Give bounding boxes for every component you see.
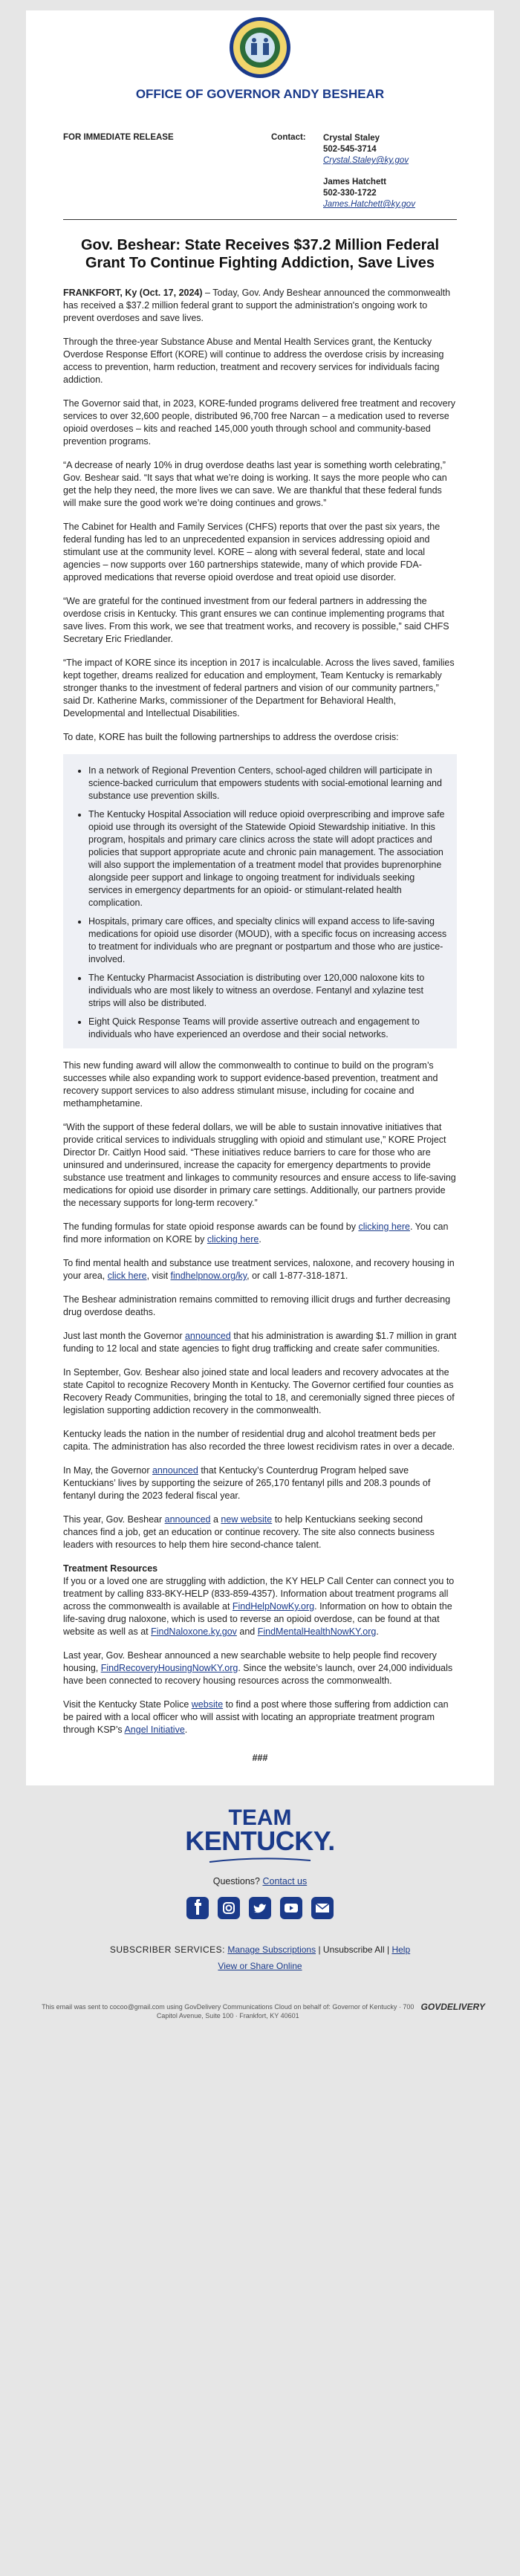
contact-label: Contact: <box>271 133 306 142</box>
paragraph-text: . Information on how to obtain the life-saving drug naloxone, which is used to reverse an opioid overdose, can be found at that website as well as at <box>63 1601 452 1637</box>
paragraph <box>63 1699 457 1736</box>
paragraph-text: Last year, Gov. Beshear announced a new searchable website to help people find recovery housing, <box>63 1650 437 1673</box>
separator: | <box>386 1944 390 1955</box>
paragraph-text: This year, Gov. Beshear <box>63 1514 165 1525</box>
paragraph-text: . You can find more information on KORE by <box>63 1222 449 1245</box>
end-mark: ### <box>252 1753 268 1763</box>
ksp-website-link[interactable]: website <box>191 1699 224 1710</box>
paragraph <box>63 1649 457 1687</box>
office-title: OFFICE OF GOVERNOR ANDY BESHEAR <box>135 87 385 101</box>
press-release-card <box>26 10 494 1785</box>
contact-phone: 502-330-1722 <box>323 189 377 198</box>
findhelpnow-link[interactable]: findhelpnow.org/ky <box>170 1271 247 1281</box>
manage-subscriptions-link[interactable]: Manage Subscriptions <box>227 1944 316 1955</box>
govdelivery-logo: GOVDELIVERY <box>420 2002 485 2012</box>
release-header <box>63 133 457 210</box>
announced-link[interactable]: announced <box>164 1514 211 1525</box>
contact-block <box>271 133 457 210</box>
paragraph <box>63 1257 457 1282</box>
paragraph-text: If you or a loved one are struggling with addiction, the KY HELP Call Center can connect you to treatment by calling 833-8KY-HELP (833-859-4357). Information about treatment programs all across the commonwealth is available at <box>63 1576 455 1612</box>
seal-container <box>63 10 457 82</box>
findrecoveryhousing-link[interactable]: FindRecoveryHousingNowKY.org <box>100 1663 238 1673</box>
paragraph-text: – Today, Gov. Andy Beshear announced the commonwealth has received a $37.2 million federal grant to support the administration's ongoing work to prevent overdoses and save lives. <box>63 288 451 323</box>
questions-row <box>26 1876 494 1886</box>
kentucky-seal-icon <box>229 16 291 79</box>
list-item: • The Kentucky Hospital Association will reduce opioid overprescribing and improve safe opioid use through its oversight of the Statewide Opioid Stewardship initiative. In this program, hospitals and primary care clinics across the state will adopt practices and policies that support appropriate acute and chronic pain management. The association will also support the implementation of a treatment model that provides buprenorphine alongside peer support and linkage to ongoing treatment for individuals seeking services in emergency departments for an opioid- or stimulant-related health complication. <box>88 808 448 909</box>
list-item: • Eight Quick Response Teams will provide assertive outreach and engagement to individuals who have experienced an overdose and their social networks. <box>88 1016 448 1041</box>
paragraph: The Cabinet for Health and Family Services (CHFS) reports that over the past six years, the federal funding has led to an unprecedented expansion in services addressing opioid and stimulant use at the community level. KORE – along with several federal, state and local agencies – now supports over 160 partnerships statewide, many of which provide FDA-approved medications that reverse opioid overdose and treat opioid use disorder. <box>63 522 441 583</box>
partnerships-list <box>63 754 457 1048</box>
paragraph: “With the support of these federal dollars, we will be able to sustain innovative initiatives that provide critical services to individuals struggling with opioid and stimulant use,” KORE Project Director Dr. Caitlyn Hood said. “These initiatives reduce barriers to care for those who are uninsured and underinsured, increase the capacity for emergency departments to provide substance use treatment and linkages to community resources and ensure access to life-saving medications for opioid use disorder in primary care settings. Additionally, our partners provide the necessary supports for long-term recovery.” <box>63 1122 456 1208</box>
paragraph-text: a <box>210 1514 221 1525</box>
youtube-icon[interactable] <box>280 1897 302 1919</box>
contact-name: Crystal Staley <box>323 134 380 143</box>
article-body <box>63 287 457 1785</box>
findhelpnowky-link[interactable]: FindHelpNowKy.org <box>232 1601 315 1612</box>
view-online-row <box>26 1961 494 1971</box>
announced-link[interactable]: announced <box>152 1465 198 1476</box>
email-footer <box>26 1785 494 2032</box>
disclaimer-bar <box>26 1993 494 2032</box>
paragraph: In September, Gov. Beshear also joined state and local leaders and recovery advocates at the state Capitol to recognize Recovery Month in Kentucky. The Governor certified four counties as Recovery Ready Communities, bringing the total to 18, and ceremonially signed three pieces of legislation supporting addiction recovery in the commonwealth. <box>63 1367 455 1415</box>
social-icons <box>26 1897 494 1919</box>
swoosh-icon <box>208 1858 312 1863</box>
announced-link[interactable]: announced <box>184 1331 231 1341</box>
paragraph: Kentucky leads the nation in the number of residential drug and alcohol treatment beds per capita. The administration has also recorded the three lowest recidivism rates in over a decade. <box>63 1429 455 1452</box>
find-services-link[interactable]: click here <box>107 1271 147 1281</box>
list-item: • In a network of Regional Prevention Centers, school-aged children will participate in science-backed curriculum that empowers students with social-emotional learning and substance use prevention skills. <box>88 765 448 802</box>
angel-initiative-link[interactable]: Angel Initiative <box>124 1725 185 1735</box>
paragraph <box>63 1575 457 1638</box>
paragraph-text: , or call 1-877-318-1871. <box>247 1271 348 1281</box>
findnaloxone-link[interactable]: FindNaloxone.ky.gov <box>151 1626 237 1637</box>
paragraph: “The impact of KORE since its inception in 2017 is incalculable. Across the lives saved, families kept together, dreams realized for education and employment, Team Kentucky is remarkably stronger thanks to the investment of federal partners and vision of our community partners,” said Dr. Katherine Marks, commissioner of the Department for Behavioral Health, Developmental and Intellectual Disabilities. <box>63 658 455 718</box>
paragraph-text: that Kentucky’s Counterdrug Program helped save Kentuckians’ lives by supporting the seizure of 265,170 fentanyl pills and 208.3 pounds of fentanyl during the 2023 federal fiscal year. <box>63 1465 431 1501</box>
contact-phone: 502-545-3714 <box>323 145 377 154</box>
dateline: FRANKFORT, Ky (Oct. 17, 2024) <box>63 288 203 298</box>
list-item: • Hospitals, primary care offices, and specialty clinics will expand access to life-saving medications for opioid use disorder (MOUD), with a specific focus on increasing access to treatment for individuals who are pregnant or postpartum and those who are justice-involved. <box>88 915 448 966</box>
contact-email-link[interactable]: James.Hatchett@ky.gov <box>323 200 415 209</box>
paragraph <box>63 287 457 325</box>
new-website-link[interactable]: new website <box>221 1514 273 1525</box>
separator: | <box>318 1944 321 1955</box>
paragraph-text: The funding formulas for state opioid response awards can be found by <box>63 1222 359 1232</box>
help-link[interactable]: Help <box>391 1944 411 1955</box>
paragraph-text: . <box>376 1626 379 1637</box>
paragraph-text: to help Kentuckians seeking second chances find a job, get an education or continue recovery. The site also connects business leaders with resources to help them hire second-chance talent. <box>63 1514 435 1550</box>
unsubscribe-all-link[interactable]: Unsubscribe All <box>322 1944 385 1955</box>
paragraph <box>63 1464 457 1502</box>
paragraph-text: Just last month the Governor <box>63 1331 185 1341</box>
contact-name: James Hatchett <box>323 178 387 186</box>
paragraph-text: To find mental health and substance use treatment services, naloxone, and recovery housing in your area, <box>63 1258 455 1281</box>
facebook-icon[interactable] <box>186 1897 209 1919</box>
divider <box>63 219 457 220</box>
paragraph-text: . <box>184 1725 188 1735</box>
paragraph-text: In May, the Governor <box>63 1465 152 1476</box>
questions-label: Questions? <box>212 1876 260 1886</box>
kore-info-link[interactable]: clicking here <box>207 1234 259 1245</box>
paragraph: To date, KORE has built the following partnerships to address the overdose crisis: <box>63 732 399 742</box>
paragraph-text: that his administration is awarding $1.7 million in grant funding to 12 local and state agencies to fight drug trafficking and create safer communities. <box>63 1331 457 1354</box>
subscriber-services <box>26 1944 494 1955</box>
instagram-icon[interactable] <box>218 1897 240 1919</box>
paragraph <box>63 1221 457 1246</box>
paragraph-text: , visit <box>146 1271 171 1281</box>
release-label: FOR IMMEDIATE RELEASE <box>63 133 174 142</box>
paragraph: The Governor said that, in 2023, KORE-funded programs delivered free treatment and recovery services to over 32,600 people, distributed 96,700 free Narcan – a medication used to reverse opioid overdoses – kits and reached 145,000 youth through school and community-based prevention programs. <box>63 398 456 447</box>
paragraph: This new funding award will allow the commonwealth to continue to build on the program’s successes while also expanding work to support evidence-based prevention, treatment and recovery support services to also address stimulant misuse, including for cocaine and methamphetamine. <box>63 1060 438 1109</box>
paragraph: The Beshear administration remains committed to removing illicit drugs and further decreasing drug overdose deaths. <box>63 1294 451 1317</box>
section-heading: Treatment Resources <box>63 1563 158 1574</box>
headline: Gov. Beshear: State Receives $37.2 Million Federal Grant To Continue Fighting Addiction, Save Lives <box>80 237 440 271</box>
paragraph-text: and <box>236 1626 258 1637</box>
paragraph <box>63 1514 457 1551</box>
paragraph <box>63 1330 457 1355</box>
findmentalhealth-link[interactable]: FindMentalHealthNowKY.org <box>257 1626 377 1637</box>
disclaimer-text: This email was sent to cocoo@gmail.com using GovDelivery Communications Cloud on behalf of: Governor of Kentucky · 700 Capitol Avenue, Suite 100 · Frankfort, KY 40601 <box>42 2003 415 2019</box>
paragraph-text: . Since the website’s launch, over 24,000 individuals have been connected to recovery housing resources across the commonwealth. <box>63 1663 453 1686</box>
paragraph-text: to find a post where those suffering from addiction can be paired with a local officer who will assist with locating an appropriate treatment program through KSP’s <box>63 1699 449 1735</box>
contact-email-link[interactable]: Crystal.Staley@ky.gov <box>323 156 409 165</box>
paragraph: “We are grateful for the continued investment from our federal partners in addressing the overdose crisis in Kentucky. This grant ensures we can continue implementing programs that save lives. From this work, we see that treatment works, and recovery is possible,” said CHFS Secretary Eric Friedlander. <box>63 596 449 644</box>
contacts-list <box>323 133 415 210</box>
paragraph: “A decrease of nearly 10% in drug overdose deaths last year is something worth celebrating,” Gov. Beshear said. “It says that what we’re doing is working. It says the more people who can get the help they need, the more lives we can save. We are thankful that these federal funds will make sure the good work we’re doing continues and grows.” <box>63 460 447 508</box>
contact-us-link[interactable]: Contact us <box>262 1876 308 1886</box>
twitter-icon[interactable] <box>249 1897 271 1919</box>
paragraph: Through the three-year Substance Abuse and Mental Health Services grant, the Kentucky Overdose Response Effort (KORE) will continue to address the overdose crisis by increasing access to prevention, harm reduction, treatment and recovery services for individuals facing addiction. <box>63 337 444 385</box>
paragraph-text: Visit the Kentucky State Police <box>63 1699 192 1710</box>
email-icon[interactable] <box>311 1897 334 1919</box>
view-online-link[interactable]: View or Share Online <box>218 1961 302 1971</box>
funding-formulas-link[interactable]: clicking here <box>358 1222 410 1232</box>
paragraph-text: . <box>259 1234 261 1245</box>
team-wordmark: TEAM <box>228 1806 292 1830</box>
kentucky-wordmark: KENTUCKY. <box>185 1826 335 1856</box>
list-item: • The Kentucky Pharmacist Association is distributing over 120,000 naloxone kits to individuals who are most likely to witness an overdose. Fentanyl and xylazine test strips will also be distributed. <box>88 972 448 1010</box>
subscriber-label: SUBSCRIBER SERVICES: <box>109 1944 226 1955</box>
